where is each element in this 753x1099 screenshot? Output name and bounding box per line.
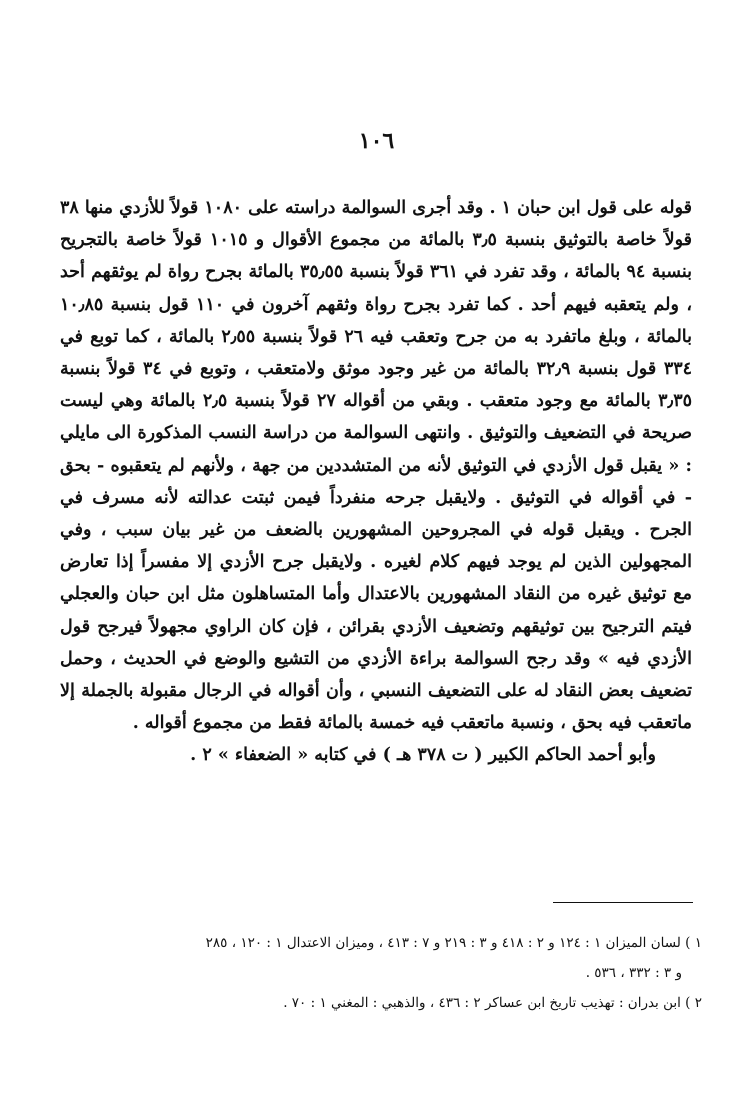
footnote-2: ٢ ) ابن بدران : تهذيب تاريخ ابن عساكر ٢ : ٤٣٦ ، والذهبي : المغني ١ : ٧٠ .: [283, 995, 702, 1011]
footnote-1: ١ ) لسان الميزان ١ : ١٢٤ و ٢ : ٤١٨ و ٣ : ٢١٩ و ٧ : ٤١٣ ، وميزان الاعتدال ١ : ١٢٠ ، ٢٨٥: [205, 935, 702, 951]
footnote-divider: [553, 902, 693, 903]
paragraph: وأبو أحمد الحاكم الكبير ( ت ٣٧٨ هـ ) في كتابه « الضعفاء » ٢ .: [190, 745, 656, 766]
footnotes: [96, 928, 702, 1018]
page-number: ١٠٦: [358, 128, 395, 154]
footnote-1-continuation: و ٣ : ٣٣٢ ، ٥٣٦ .: [585, 965, 682, 981]
paragraph: قوله على قول ابن حبان ١ . وقد أجرى السوالمة دراسته على ١٠٨٠ قولاً للأزدي منها ٣٨ قولاً خاصة بالتوثيق بنسبة ٣٫٥ بالمائة من مجموع الأقوال و ١٠١٥ قولاً خاصة بالتجريح بنسبة ٩٤ بالمائة ، وقد تفرد في ٣٦١ قولاً بنسبة ٣٥٫٥٥ بالمائة بجرح رواة لم يوثقهم أحد ، ولم يتعقبه فيهم أحد . كما تفرد بجرح رواة وثقهم آخرون في ١١٠ قول بنسبة ١٠٫٨٥ بالمائة ، وبلغ ماتفرد به من جرح وتعقب فيه ٢٦ قولاً بنسبة ٢٫٥٥ بالمائة ، كما توبع في ٣٣٤ قول بنسبة ٣٢٫٩ بالمائة من غير وجود موثق ولامتعقب ، وتوبع في ٣٤ قولاً بنسبة ٣٫٣٥ بالمائة مع وجود متعقب . وبقي من أقواله ٢٧ قولاً بنسبة ٢٫٥ بالمائة وهي ليست صريحة في التضعيف والتوثيق . وانتهى السوالمة من دراسة النسب المذكورة الى مايلي : « يقبل قول الأزدي في التوثيق لأنه من المتشددين من جهة ، ولأنهم لم يتعقبوه - بحق - في أقواله في التوثيق . ولايقبل جرحه منفرداً فيمن ثبتت عدالته لأنه مسرف في الجرح . ويقبل قوله في المجروحين المشهورين بالضعف من غير بيان سبب ، وفي المجهولين الذين لم يوجد فيهم كلام لغيره . ولايقبل جرح الأزدي إلا مفسراً إذا تعارض مع توثيق غيره من النقاد المشهورين بالاعتدال وأما المتساهلون مثل ابن حبان والعجلي فيتم الترجيح بين توثيقهم وتضعيف الأزدي بقرائن ، فإن كان الراوي مجهولاً فيرجح قول الأزدي فيه » وقد رجح السوالمة براءة الأزدي من التشيع والوضع في الحديث ، وحمل تضعيف بعض النقاد له على التضعيف النسبي ، وأن أقواله في الرجال مقبولة بالجملة إلا ماتعقب فيه بحق ، ونسبة ماتعقب فيه خمسة بالمائة فقط من مجموع أقواله .: [60, 198, 693, 734]
main-text: [60, 192, 692, 772]
